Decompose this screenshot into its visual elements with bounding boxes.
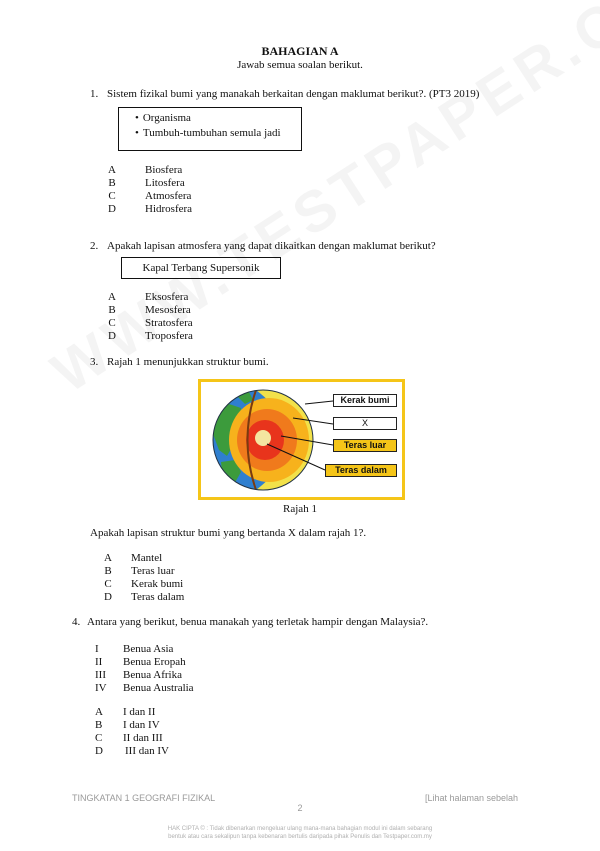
question-4-text: Antara yang berikut, benua manakah yang terletak hampir dengan Malaysia?. [87, 616, 429, 628]
question-3-prompt: Apakah lapisan struktur bumi yang bertanda X dalam rajah 1?. [90, 527, 367, 539]
question-2-number: 2. [90, 240, 99, 252]
question-4-option-b[interactable]: B I dan IV [95, 719, 160, 731]
question-4-statement-iii: III Benua Afrika [95, 669, 182, 681]
question-2-option-a[interactable]: A Eksosfera [108, 291, 189, 303]
question-4-option-a[interactable]: A I dan II [95, 706, 156, 718]
question-3-option-b[interactable]: B Teras luar [104, 565, 175, 577]
leader-line [305, 401, 333, 404]
question-2-option-b[interactable]: B Mesosfera [108, 304, 191, 316]
question-1-option-b[interactable]: B Litosfera [108, 177, 185, 189]
figure-caption: Rajah 1 [283, 503, 317, 515]
question-3-number: 3. [90, 356, 99, 368]
page-number: 2 [297, 803, 303, 813]
footer-subject: TINGKATAN 1 GEOGRAFI FIZIKAL [72, 793, 216, 803]
copyright-line-1: HAK CIPTA © : Tidak dibenarkan mengeluar ulang mana-mana bahagian modul ini dalam sebarang [167, 826, 433, 832]
label-teras-dalam: Teras dalam [325, 464, 397, 477]
question-3-option-a[interactable]: A Mantel [104, 552, 163, 564]
section-instruction: Jawab semua soalan berikut. [237, 59, 363, 71]
info-box-item: • Tumbuh-tumbuhan semula jadi [135, 126, 293, 141]
question-1-option-c[interactable]: C Atmosfera [108, 190, 192, 202]
question-2-text: Apakah lapisan atmosfera yang dapat dikaitkan dengan maklumat berikut? [107, 240, 436, 252]
question-4-option-c[interactable]: C II dan III [95, 732, 163, 744]
label-teras-luar: Teras luar [333, 439, 397, 452]
label-x: X [333, 417, 397, 430]
footer-next-page: [Lihat halaman sebelah [425, 793, 519, 803]
section-title: BAHAGIAN A [261, 44, 339, 58]
question-1-info-box [118, 107, 302, 151]
question-1-option-d[interactable]: D Hidrosfera [108, 203, 193, 215]
question-3-text: Rajah 1 menunjukkan struktur bumi. [107, 356, 269, 368]
question-4-statement-iv: IV Benua Australia [95, 682, 194, 694]
question-1-number: 1. [90, 88, 99, 100]
question-4-statement-ii: II Benua Eropah [95, 656, 186, 668]
question-2-option-c[interactable]: C Stratosfera [108, 317, 193, 329]
question-1-option-a[interactable]: A Biosfera [108, 164, 183, 176]
question-4-number: 4. [72, 616, 81, 628]
question-1-text: Sistem fizikal bumi yang manakah berkaitan dengan maklumat berikut?. (PT3 2019) [107, 88, 480, 100]
question-3-option-d[interactable]: D Teras dalam [104, 591, 185, 603]
label-kerak-bumi: Kerak bumi [333, 394, 397, 407]
info-box-item: • Organisma [135, 111, 293, 126]
question-2-info-box: Kapal Terbang Supersonik [121, 257, 281, 279]
copyright-line-2: bentuk atau cara sekalipun tanpa kebenaran bertulis daripada pihak Penulis dan Testpaper.com.my [168, 834, 432, 840]
question-2-option-d[interactable]: D Troposfera [108, 330, 193, 342]
question-4-statement-i: I Benua Asia [95, 643, 174, 655]
earth-structure-figure [198, 379, 405, 500]
question-3-option-c[interactable]: C Kerak bumi [104, 578, 184, 590]
question-4-option-d[interactable]: D III dan IV [95, 745, 169, 757]
